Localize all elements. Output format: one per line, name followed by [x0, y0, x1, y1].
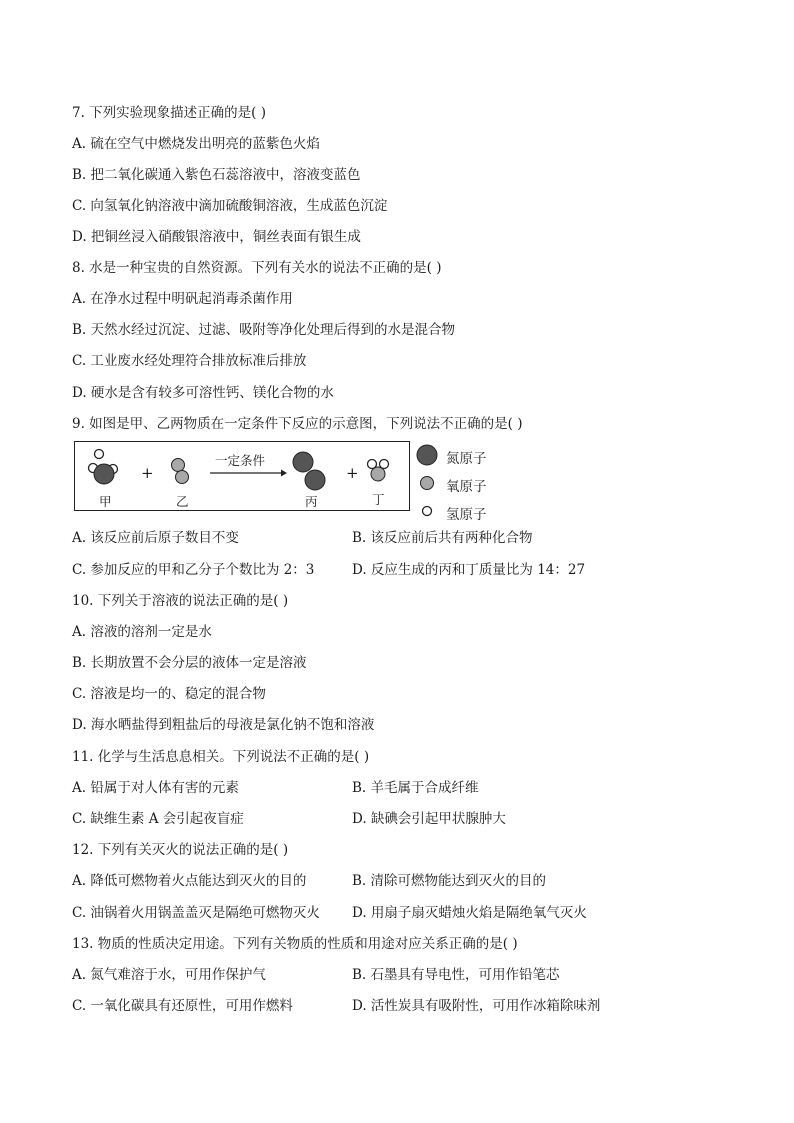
question-7-option-a: A. 硫在空气中燃烧发出明亮的蓝紫色火焰: [72, 136, 320, 152]
question-8-option-b: B. 天然水经过沉淀、过滤、吸附等净化处理后得到的水是混合物: [72, 322, 456, 338]
question-12-option-d: D. 用扇子扇灭蜡烛火焰是隔绝氧气灭火: [352, 905, 587, 921]
molecule-bing: [293, 452, 325, 490]
legend-nitrogen-label: 氮原子: [446, 451, 487, 467]
question-9-option-c: C. 参加反应的甲和乙分子个数比为 2：3: [72, 562, 315, 578]
arrow-head: [281, 470, 287, 477]
legend-oxygen-icon: [421, 477, 434, 490]
question-8-option-a: A. 在净水过程中明矾起消毒杀菌作用: [72, 291, 293, 307]
question-9-option-b: B. 该反应前后共有两种化合物: [352, 530, 533, 546]
label-ding: 丁: [372, 492, 385, 507]
question-10-stem: 10. 下列关于溶液的说法正确的是( ): [72, 593, 289, 609]
question-10-option-c: C. 溶液是均一的、稳定的混合物: [72, 686, 266, 702]
label-jia: 甲: [99, 494, 112, 509]
question-8-option-c: C. 工业废水经处理符合排放标准后排放: [72, 353, 307, 369]
legend-hydrogen-label: 氢原子: [446, 507, 487, 523]
question-11-stem: 11. 化学与生活息息相关。下列说法不正确的是( ): [72, 749, 370, 765]
nitrogen-atom: [94, 464, 114, 484]
label-yi: 乙: [176, 494, 189, 509]
molecule-yi: [172, 459, 189, 484]
question-11-option-a: A. 铅属于对人体有害的元素: [72, 780, 239, 796]
oxygen-atom: [371, 467, 385, 481]
legend-symbols: [416, 444, 442, 520]
question-9-option-d: D. 反应生成的丙和丁质量比为 14：27: [352, 562, 586, 578]
reaction-diagram: [74, 441, 410, 511]
question-8-option-d: D. 硬水是含有较多可溶性钙、镁化合物的水: [72, 385, 334, 401]
question-12-option-c: C. 油锅着火用锅盖盖灭是隔绝可燃物灭火: [72, 905, 320, 921]
question-11-option-c: C. 缺维生素 A 会引起夜盲症: [72, 811, 244, 827]
question-13-option-d: D. 活性炭具有吸附性，可用作冰箱除味剂: [352, 998, 601, 1014]
label-bing: 丙: [305, 494, 318, 509]
hydrogen-atom: [95, 450, 104, 459]
question-7-option-c: C. 向氢氧化钠溶液中滴加硫酸铜溶液，生成蓝色沉淀: [72, 198, 388, 214]
question-10-option-a: A. 溶液的溶剂一定是水: [72, 624, 212, 640]
question-11-option-b: B. 羊毛属于合成纤维: [352, 780, 479, 796]
nitrogen-atom: [305, 470, 325, 490]
legend-nitrogen-icon: [417, 445, 437, 465]
question-13-option-b: B. 石墨具有导电性，可用作铅笔芯: [352, 967, 560, 983]
question-12-stem: 12. 下列有关灭火的说法正确的是( ): [72, 842, 289, 858]
plus-sign-2: +: [346, 464, 359, 482]
nitrogen-atom: [293, 452, 313, 472]
question-9-stem: 9. 如图是甲、乙两物质在一定条件下反应的示意图，下列说法不正确的是( ): [72, 416, 523, 432]
plus-sign-1: +: [141, 464, 154, 482]
question-12-option-b: B. 清除可燃物能达到灭火的目的: [352, 873, 547, 889]
question-12-option-a: A. 降低可燃物着火点能达到灭火的目的: [72, 873, 307, 889]
oxygen-atom: [172, 459, 185, 472]
question-13-option-a: A. 氮气难溶于水，可用作保护气: [72, 967, 266, 983]
molecule-jia: [89, 450, 118, 485]
question-7-stem: 7. 下列实验现象描述正确的是( ): [72, 105, 266, 121]
question-10-option-d: D. 海水晒盐得到粗盐后的母液是氯化钠不饱和溶液: [72, 717, 375, 733]
question-13-option-c: C. 一氧化碳具有还原性，可用作燃料: [72, 998, 293, 1014]
reaction-condition: 一定条件: [215, 453, 266, 468]
oxygen-atom: [176, 471, 189, 484]
question-7-option-b: B. 把二氧化碳通入紫色石蕊溶液中，溶液变蓝色: [72, 167, 361, 183]
question-10-option-b: B. 长期放置不会分层的液体一定是溶液: [72, 655, 307, 671]
question-11-option-d: D. 缺碘会引起甲状腺肿大: [352, 811, 506, 827]
molecule-ding: [368, 460, 389, 482]
question-7-option-d: D. 把铜丝浸入硝酸银溶液中，铜丝表面有银生成: [72, 229, 361, 245]
atom-legend: [416, 444, 526, 523]
question-13-stem: 13. 物质的性质决定用途。下列有关物质的性质和用途对应关系正确的是( ): [72, 936, 518, 952]
legend-oxygen-label: 氧原子: [446, 479, 487, 495]
question-9-option-a: A. 该反应前后原子数目不变: [72, 530, 239, 546]
legend-hydrogen-icon: [423, 507, 432, 516]
question-8-stem: 8. 水是一种宝贵的自然资源。下列有关水的说法不正确的是( ): [72, 260, 442, 276]
